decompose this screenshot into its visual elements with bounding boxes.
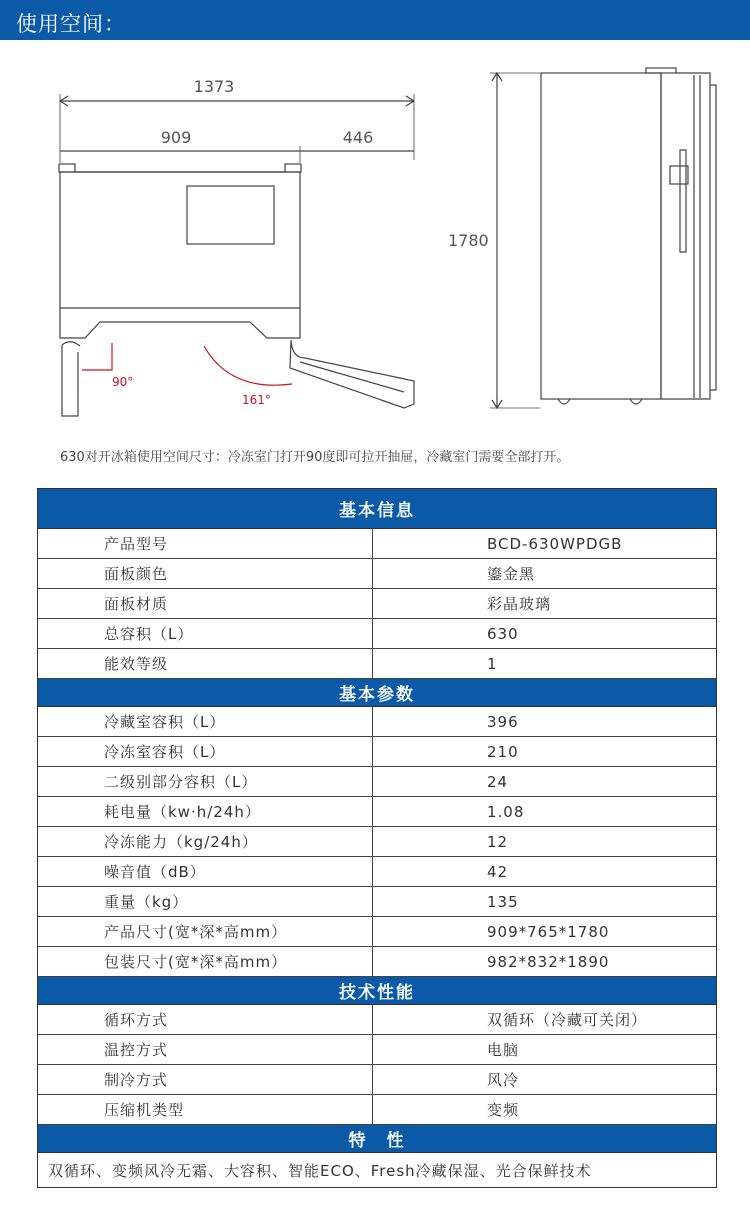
row-value: 982*832*1890 bbox=[487, 952, 610, 971]
row-value: 电脑 bbox=[487, 1041, 520, 1059]
header-bar bbox=[0, 0, 750, 40]
header-title: 使用空间： bbox=[16, 12, 126, 36]
dim-door-label: 446 bbox=[342, 128, 374, 147]
spec-table bbox=[37, 488, 717, 1188]
row-value: 210 bbox=[487, 742, 519, 761]
row-key: 温控方式 bbox=[38, 1035, 373, 1064]
row-value: 630 bbox=[487, 624, 519, 643]
section-header-tech-performance: 技术性能 bbox=[38, 977, 716, 1005]
row-value: 42 bbox=[487, 862, 509, 881]
row-key: 包装尺寸(宽*深*高mm） bbox=[38, 947, 373, 976]
table-row bbox=[38, 737, 716, 767]
table-row bbox=[38, 649, 716, 679]
angle-161-label: 161° bbox=[242, 393, 271, 407]
row-value: 双循环（冷藏可关闭） bbox=[487, 1011, 648, 1029]
row-value: 彩晶玻璃 bbox=[487, 595, 552, 613]
dim-height-label: 1780 bbox=[448, 231, 489, 250]
side-view bbox=[490, 68, 716, 408]
row-key: 总容积（L） bbox=[38, 619, 373, 648]
row-value: 396 bbox=[487, 712, 519, 731]
row-key: 耗电量（kw·h/24h） bbox=[38, 797, 373, 826]
row-key: 产品型号 bbox=[38, 529, 373, 558]
table-row bbox=[38, 947, 716, 977]
features-text: 双循环、变频风冷无霜、大容积、智能ECO、Fresh冷藏保湿、光合保鲜技术 bbox=[48, 1161, 592, 1180]
row-value: 变频 bbox=[487, 1101, 520, 1119]
row-value: 风冷 bbox=[487, 1071, 520, 1089]
angle-90-label: 90° bbox=[112, 375, 134, 389]
table-row bbox=[38, 559, 716, 589]
row-key: 冷冻室容积（L） bbox=[38, 737, 373, 766]
table-row bbox=[38, 797, 716, 827]
row-value: 909*765*1780 bbox=[487, 922, 610, 941]
table-row bbox=[38, 917, 716, 947]
space-caption: 630对开冰箱使用空间尺寸：冷冻室门打开90度即可拉开抽屉，冷藏室门需要全部打开。 bbox=[60, 450, 570, 465]
table-row bbox=[38, 1095, 716, 1125]
table-row bbox=[38, 767, 716, 797]
row-key: 冷冻能力（kg/24h） bbox=[38, 827, 373, 856]
table-row bbox=[38, 827, 716, 857]
table-row bbox=[38, 1065, 716, 1095]
table-row bbox=[38, 707, 716, 737]
row-key: 能效等级 bbox=[38, 649, 373, 678]
table-row bbox=[38, 1035, 716, 1065]
row-key: 重量（kg） bbox=[38, 887, 373, 916]
table-row bbox=[38, 619, 716, 649]
fridge-dimension-drawing bbox=[0, 40, 750, 420]
section-header-features: 特 性 bbox=[38, 1125, 716, 1153]
row-key: 压缩机类型 bbox=[38, 1095, 373, 1124]
table-row bbox=[38, 529, 716, 559]
row-value: 1.08 bbox=[487, 802, 525, 821]
table-row bbox=[38, 589, 716, 619]
row-key: 循环方式 bbox=[38, 1005, 373, 1034]
row-key: 制冷方式 bbox=[38, 1065, 373, 1094]
dim-body-label: 909 bbox=[160, 128, 192, 147]
row-key: 面板材质 bbox=[38, 589, 373, 618]
row-key: 噪音值（dB） bbox=[38, 857, 373, 886]
section-header-basic-info: 基本信息 bbox=[38, 489, 716, 529]
table-row bbox=[38, 857, 716, 887]
row-value: 12 bbox=[487, 832, 509, 851]
row-key: 二级别部分容积（L） bbox=[38, 767, 373, 796]
row-value: 24 bbox=[487, 772, 509, 791]
row-key: 产品尺寸(宽*深*高mm） bbox=[38, 917, 373, 946]
dim-total-label: 1373 bbox=[193, 77, 235, 96]
row-value: BCD-630WPDGB bbox=[487, 534, 623, 553]
row-key: 面板颜色 bbox=[38, 559, 373, 588]
table-row bbox=[38, 887, 716, 917]
row-key: 冷藏室容积（L） bbox=[38, 707, 373, 736]
row-value: 135 bbox=[487, 892, 519, 911]
row-value: 1 bbox=[487, 654, 498, 673]
row-value: 鎏金黑 bbox=[487, 565, 536, 583]
section-header-basic-params: 基本参数 bbox=[38, 679, 716, 707]
table-row bbox=[38, 1005, 716, 1035]
